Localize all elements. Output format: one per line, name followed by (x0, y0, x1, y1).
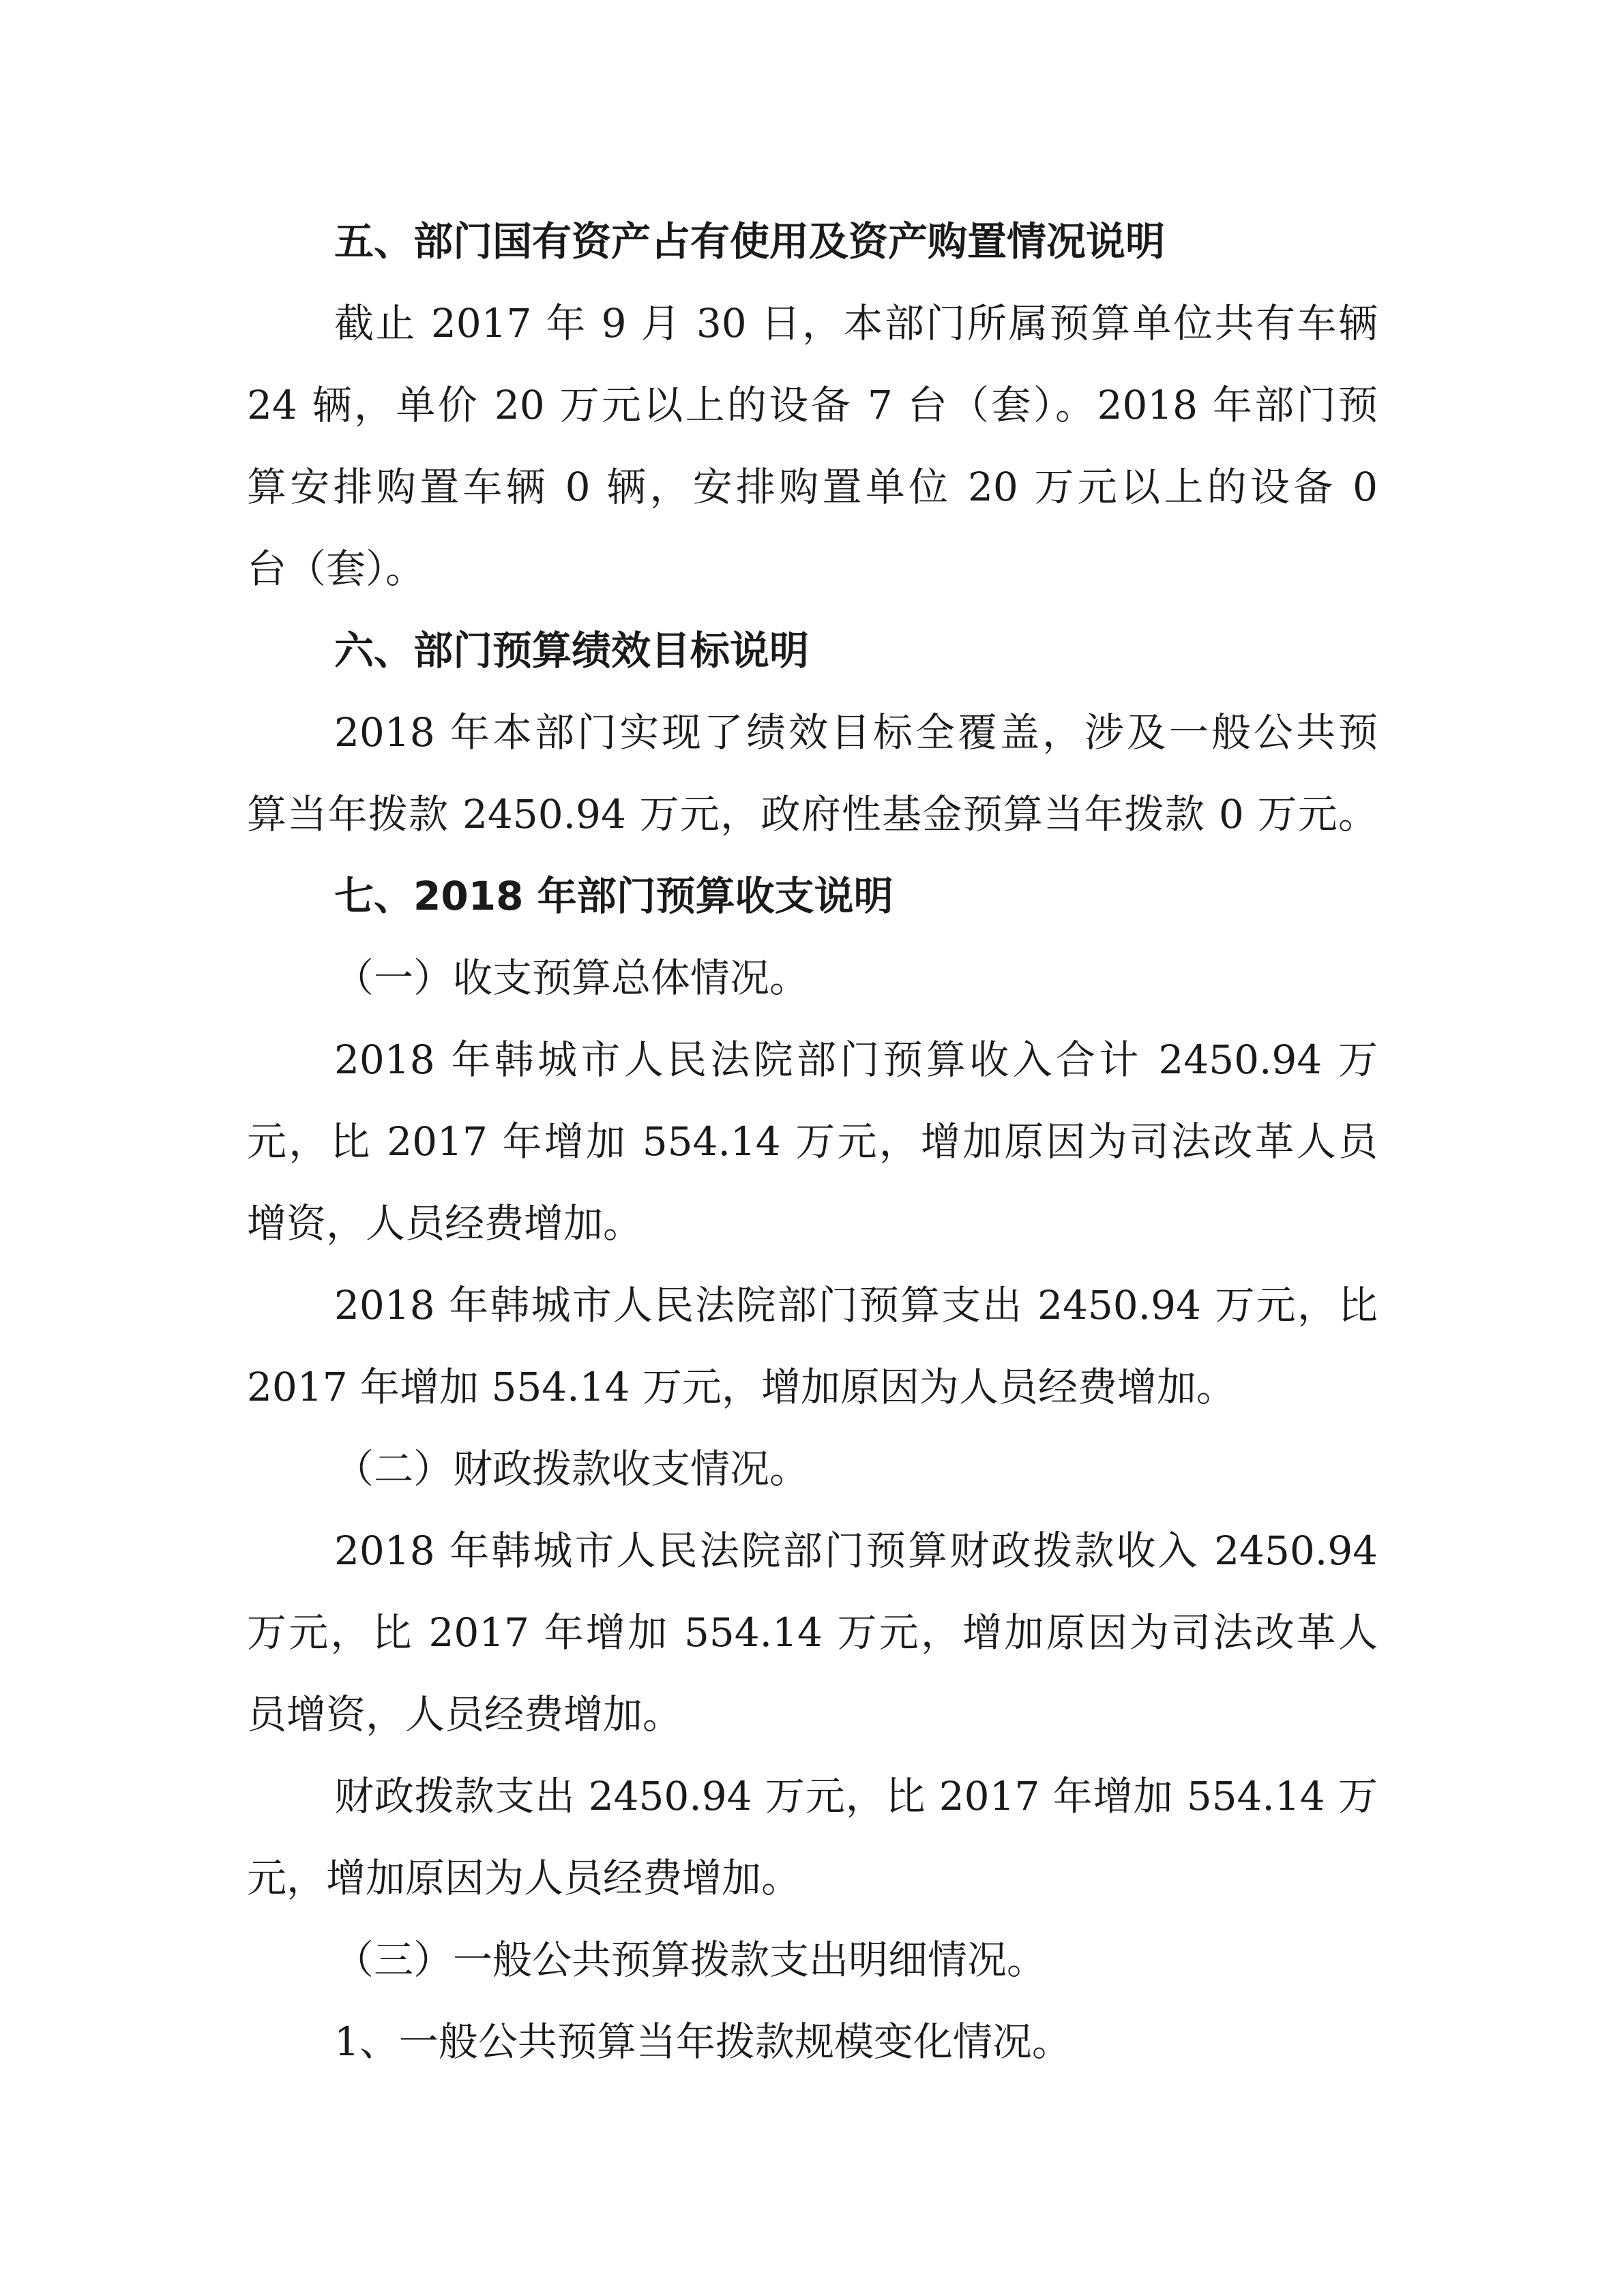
subsection-heading: （二）财政拨款收支情况。 (334, 1446, 810, 1492)
paragraph-line: 2018 年韩城市人民法院部门预算财政拨款收入 2450.94 (334, 1527, 1378, 1574)
paragraph-line: 台（套）。 (247, 546, 426, 592)
section-heading-7: 七、2018 年部门预算收支说明 (334, 873, 894, 919)
paragraph-line: 2018 年韩城市人民法院部门预算支出 2450.94 万元，比 (334, 1282, 1378, 1328)
paragraph-line: 2017 年增加 554.14 万元，增加原因为人员经费增加。 (247, 1364, 1236, 1410)
section-heading-5: 五、部门国有资产占有使用及资产购置情况说明 (334, 218, 1166, 265)
paragraph-line: 元，增加原因为人员经费增加。 (247, 1855, 801, 1901)
paragraph-line: 财政拨款支出 2450.94 万元，比 2017 年增加 554.14 万 (334, 1773, 1378, 1819)
subsection-heading: 1、一般公共预算当年拨款规模变化情况。 (334, 2018, 1072, 2065)
paragraph-line: 增资，人员经费增加。 (247, 1200, 643, 1247)
paragraph-line: 万元，比 2017 年增加 554.14 万元，增加原因为司法改革人 (247, 1609, 1378, 1656)
subsection-heading: （三）一般公共预算拨款支出明细情况。 (334, 1937, 1047, 1983)
paragraph-line: 算安排购置车辆 0 辆，安排购置单位 20 万元以上的设备 0 (247, 464, 1378, 510)
paragraph-line: 24 辆，单价 20 万元以上的设备 7 台（套）。2018 年部门预 (247, 382, 1378, 428)
paragraph-line: 2018 年韩城市人民法院部门预算收入合计 2450.94 万 (334, 1037, 1378, 1083)
paragraph-line: 截止 2017 年 9 月 30 日，本部门所属预算单位共有车辆 (334, 300, 1378, 346)
paragraph-line: 员增资，人员经费增加。 (247, 1691, 683, 1738)
paragraph-line: 2018 年本部门实现了绩效目标全覆盖，涉及一般公共预 (334, 709, 1378, 756)
section-heading-6: 六、部门预算绩效目标说明 (334, 627, 810, 674)
paragraph-line: 元，比 2017 年增加 554.14 万元，增加原因为司法改革人员 (247, 1118, 1378, 1165)
subsection-heading: （一）收支预算总体情况。 (334, 955, 810, 1001)
paragraph-line: 算当年拨款 2450.94 万元，政府性基金预算当年拨款 0 万元。 (247, 791, 1378, 837)
document-page (247, 217, 1378, 2167)
